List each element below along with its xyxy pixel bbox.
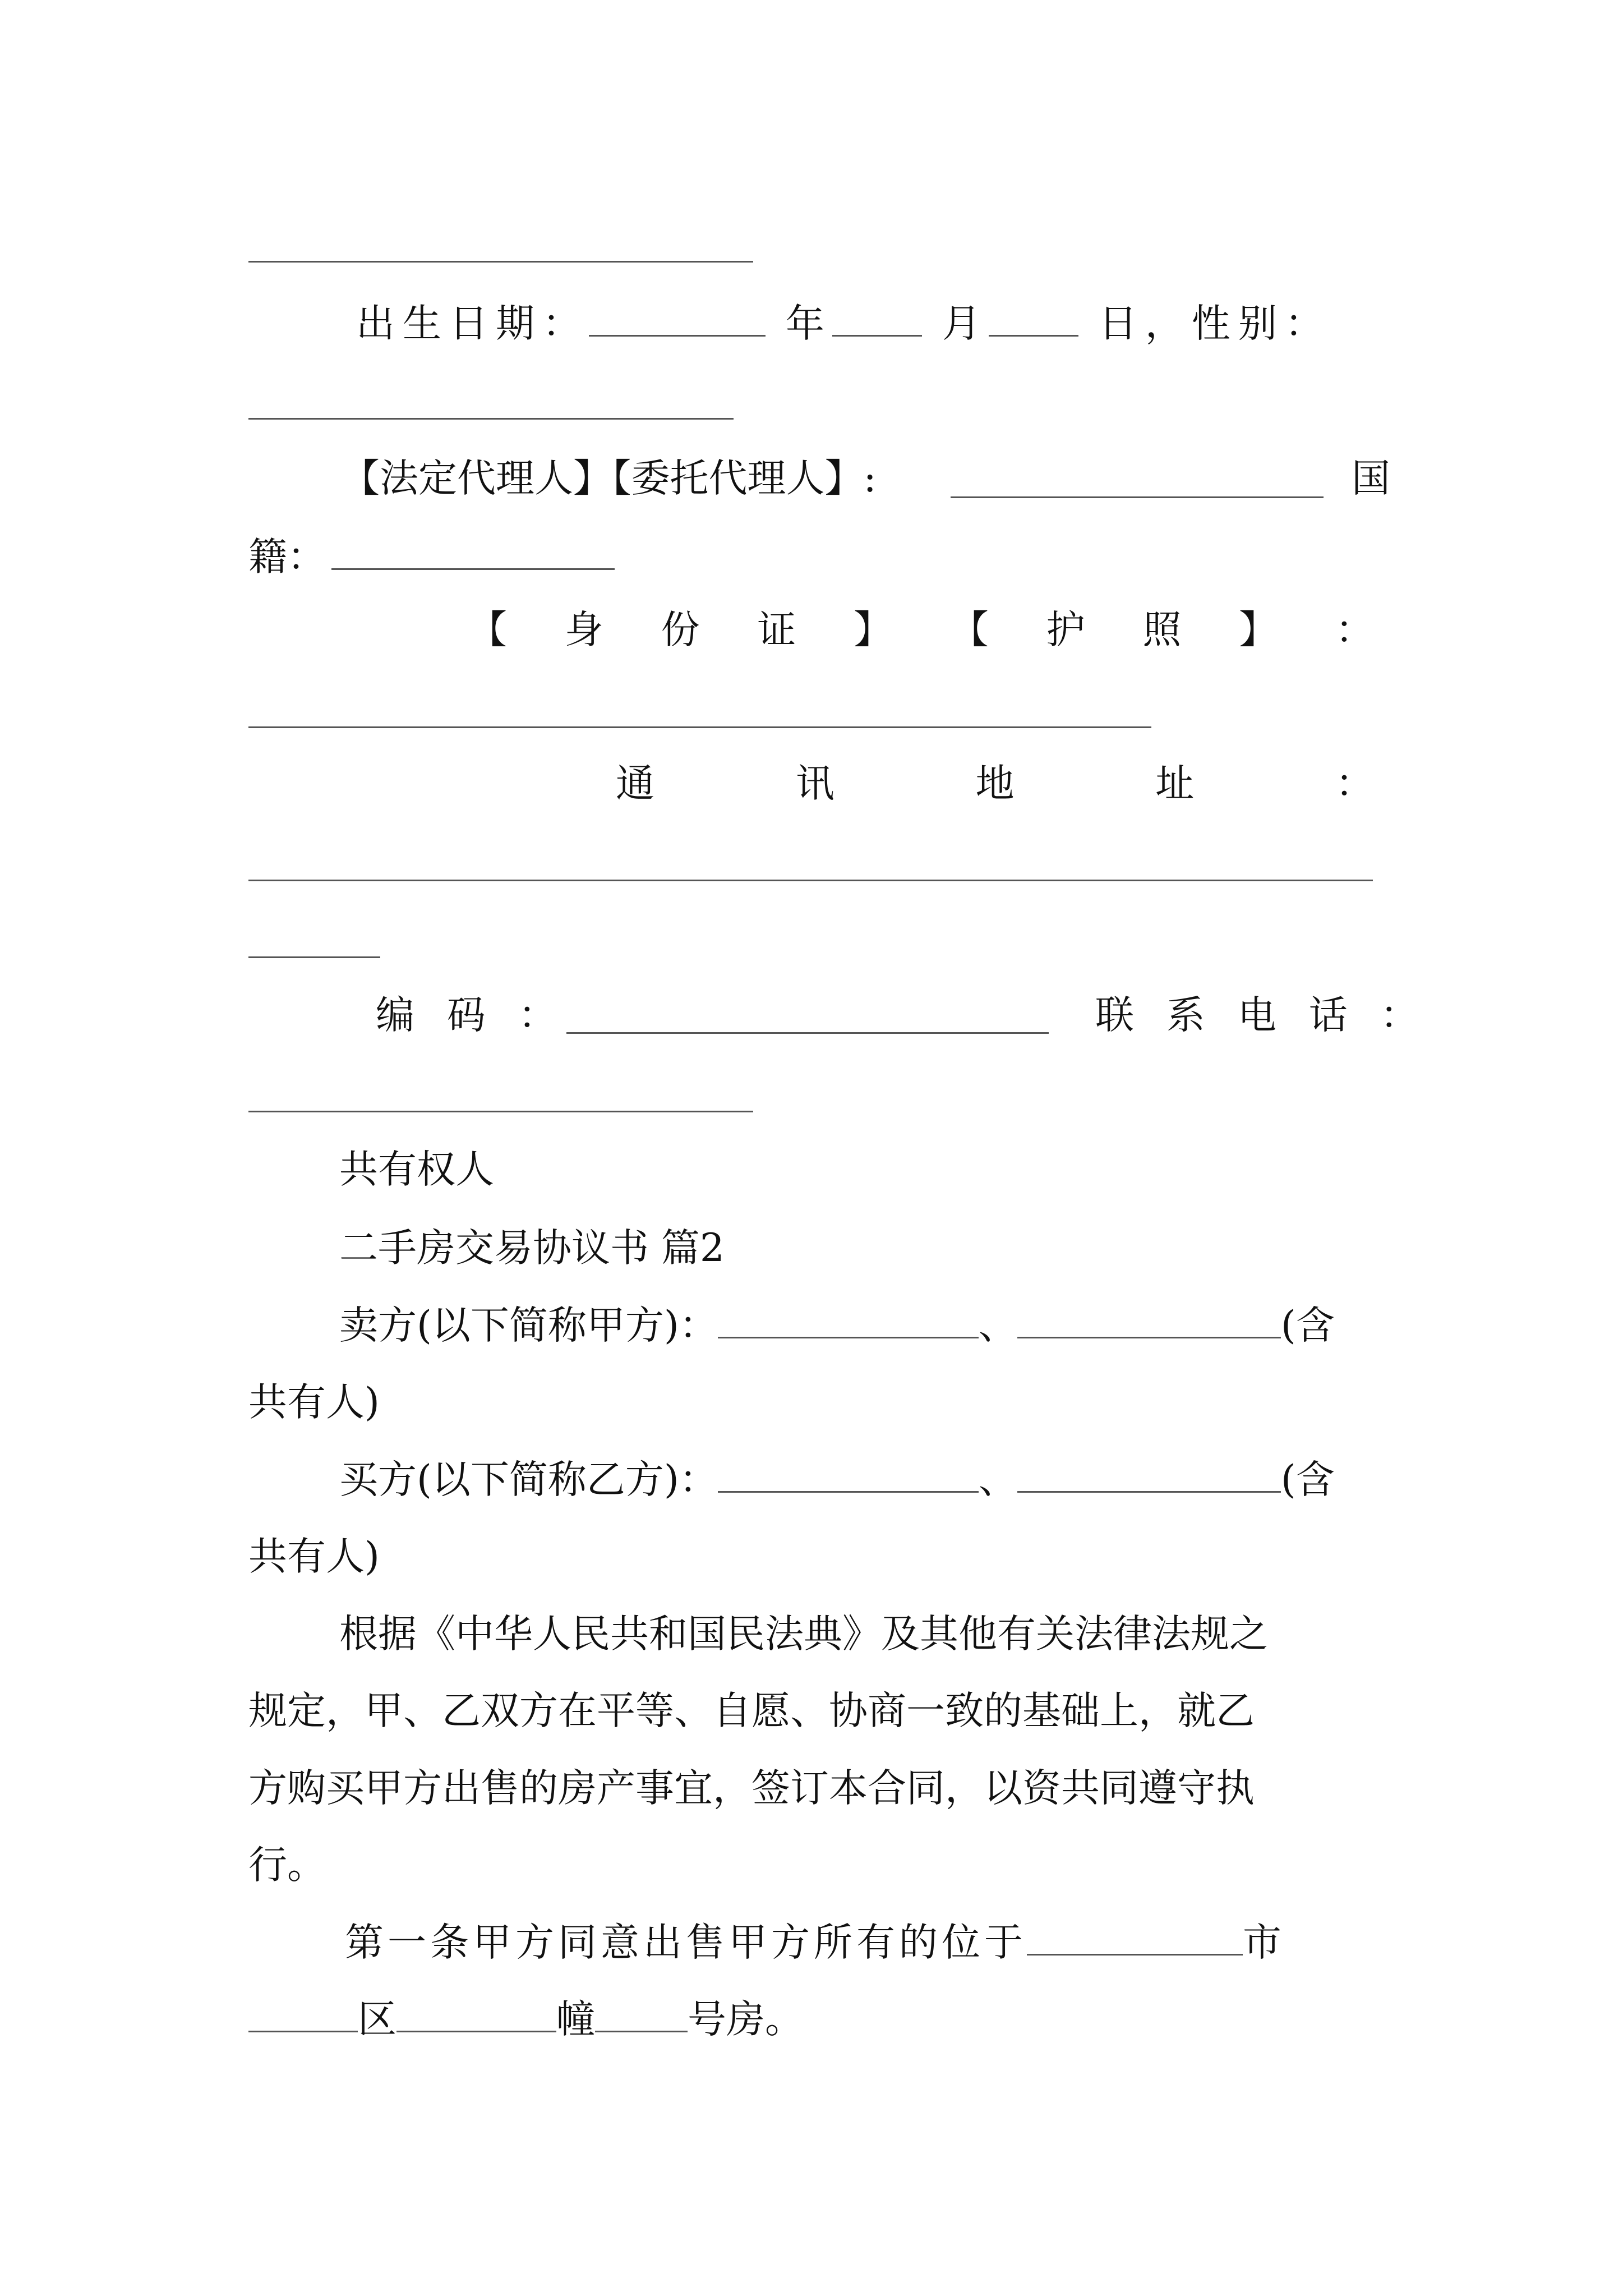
birth-month-blank (832, 301, 922, 337)
seller-line (339, 1300, 1335, 1351)
buyer-name-blank-1 (718, 1457, 979, 1493)
birth-year-blank (589, 301, 766, 337)
buyer-line (339, 1455, 1335, 1505)
city-label: 市 (1243, 1920, 1285, 1965)
article-1-line-1 (345, 1917, 1285, 1968)
agent-blank (951, 496, 1324, 498)
address-blank-1 (248, 880, 1373, 881)
nationality-char-a: 国 (1352, 456, 1390, 501)
address-char: 通 (616, 761, 654, 806)
id-char: 身 (564, 608, 603, 652)
id-char: 【 (949, 608, 989, 652)
building-blank (396, 1997, 556, 2032)
city-blank (1027, 1920, 1243, 1955)
buyer-separator: 、 (978, 1457, 1017, 1502)
postal-code-label: 编 码 ： (376, 993, 567, 1038)
id-char: 照 (1142, 608, 1182, 652)
building-label: 幢 (556, 1997, 595, 2042)
birth-date-label: 出生日期： (356, 301, 589, 346)
address-char: ： (1335, 761, 1374, 806)
district-label: 区 (358, 1997, 396, 2042)
agent-label: 【法定代理人】【委托代理人】: (341, 456, 877, 501)
id-char: 】 (854, 608, 893, 652)
district-blank (248, 1997, 358, 2032)
blank-line-top (248, 261, 753, 263)
phone-blank (248, 1111, 753, 1112)
gender-label: 性别： (1191, 301, 1331, 346)
month-label: 月 (942, 301, 989, 346)
preamble-line-4: 行。 (248, 1843, 326, 1888)
year-label: 年 (785, 301, 832, 346)
gender-blank (248, 418, 734, 420)
nationality-text: 籍： (248, 535, 326, 579)
buyer-suffix: (含 (1280, 1457, 1335, 1502)
id-char: 证 (757, 608, 796, 652)
address-char: 讯 (795, 761, 834, 806)
address-char: 址 (1155, 761, 1195, 806)
seller-separator: 、 (978, 1303, 1017, 1348)
room-blank (595, 1997, 688, 2032)
buyer-co-owner: 共有人) (248, 1534, 380, 1579)
address-line (616, 758, 1374, 809)
article-1-line-2 (248, 1994, 804, 2045)
birth-day-blank (989, 301, 1078, 337)
seller-suffix: (含 (1280, 1303, 1335, 1348)
preamble-line-1: 根据《中华人民共和国民法典》及其他有关法律法规之 (339, 1612, 1268, 1657)
postal-code-blank (566, 1032, 1049, 1034)
nationality-label (248, 532, 615, 582)
id-char: 【 (468, 608, 507, 652)
day-label: 日， (1098, 301, 1192, 346)
id-char: 护 (1046, 608, 1085, 652)
seller-name-blank-2 (1017, 1303, 1281, 1338)
buyer-name-blank-2 (1017, 1457, 1281, 1493)
id-blank (248, 726, 1151, 728)
id-passport-line (468, 605, 1374, 655)
nationality-blank (331, 535, 615, 570)
seller-label: 卖方(以下简称甲方)： (339, 1303, 718, 1348)
id-char: 份 (661, 608, 700, 652)
phone-label: 联 系 电 话 ： (1095, 993, 1429, 1038)
id-char: ： (1335, 608, 1374, 652)
article-1-text: 第一条甲方同意出售甲方所有的位于 (345, 1920, 1027, 1965)
room-label: 号房。 (688, 1997, 804, 2042)
address-blank-2 (248, 956, 380, 958)
seller-co-owner: 共有人) (248, 1380, 380, 1425)
agent-line (341, 453, 877, 504)
seller-name-blank-1 (718, 1303, 979, 1338)
preamble-line-2: 规定，甲、乙双方在平等、自愿、协商一致的基础上，就乙 (248, 1688, 1255, 1733)
id-char: 】 (1239, 608, 1278, 652)
buyer-label: 买方(以下简称乙方)： (339, 1457, 718, 1502)
co-owner-label: 共有权人 (339, 1147, 494, 1192)
address-char: 地 (975, 761, 1015, 806)
preamble-line-3: 方购买甲方出售的房产事宜，签订本合同，以资共同遵守执 (248, 1766, 1255, 1811)
section-title: 二手房交易协议书 篇2 (339, 1226, 725, 1271)
birth-date-line (356, 298, 1331, 349)
